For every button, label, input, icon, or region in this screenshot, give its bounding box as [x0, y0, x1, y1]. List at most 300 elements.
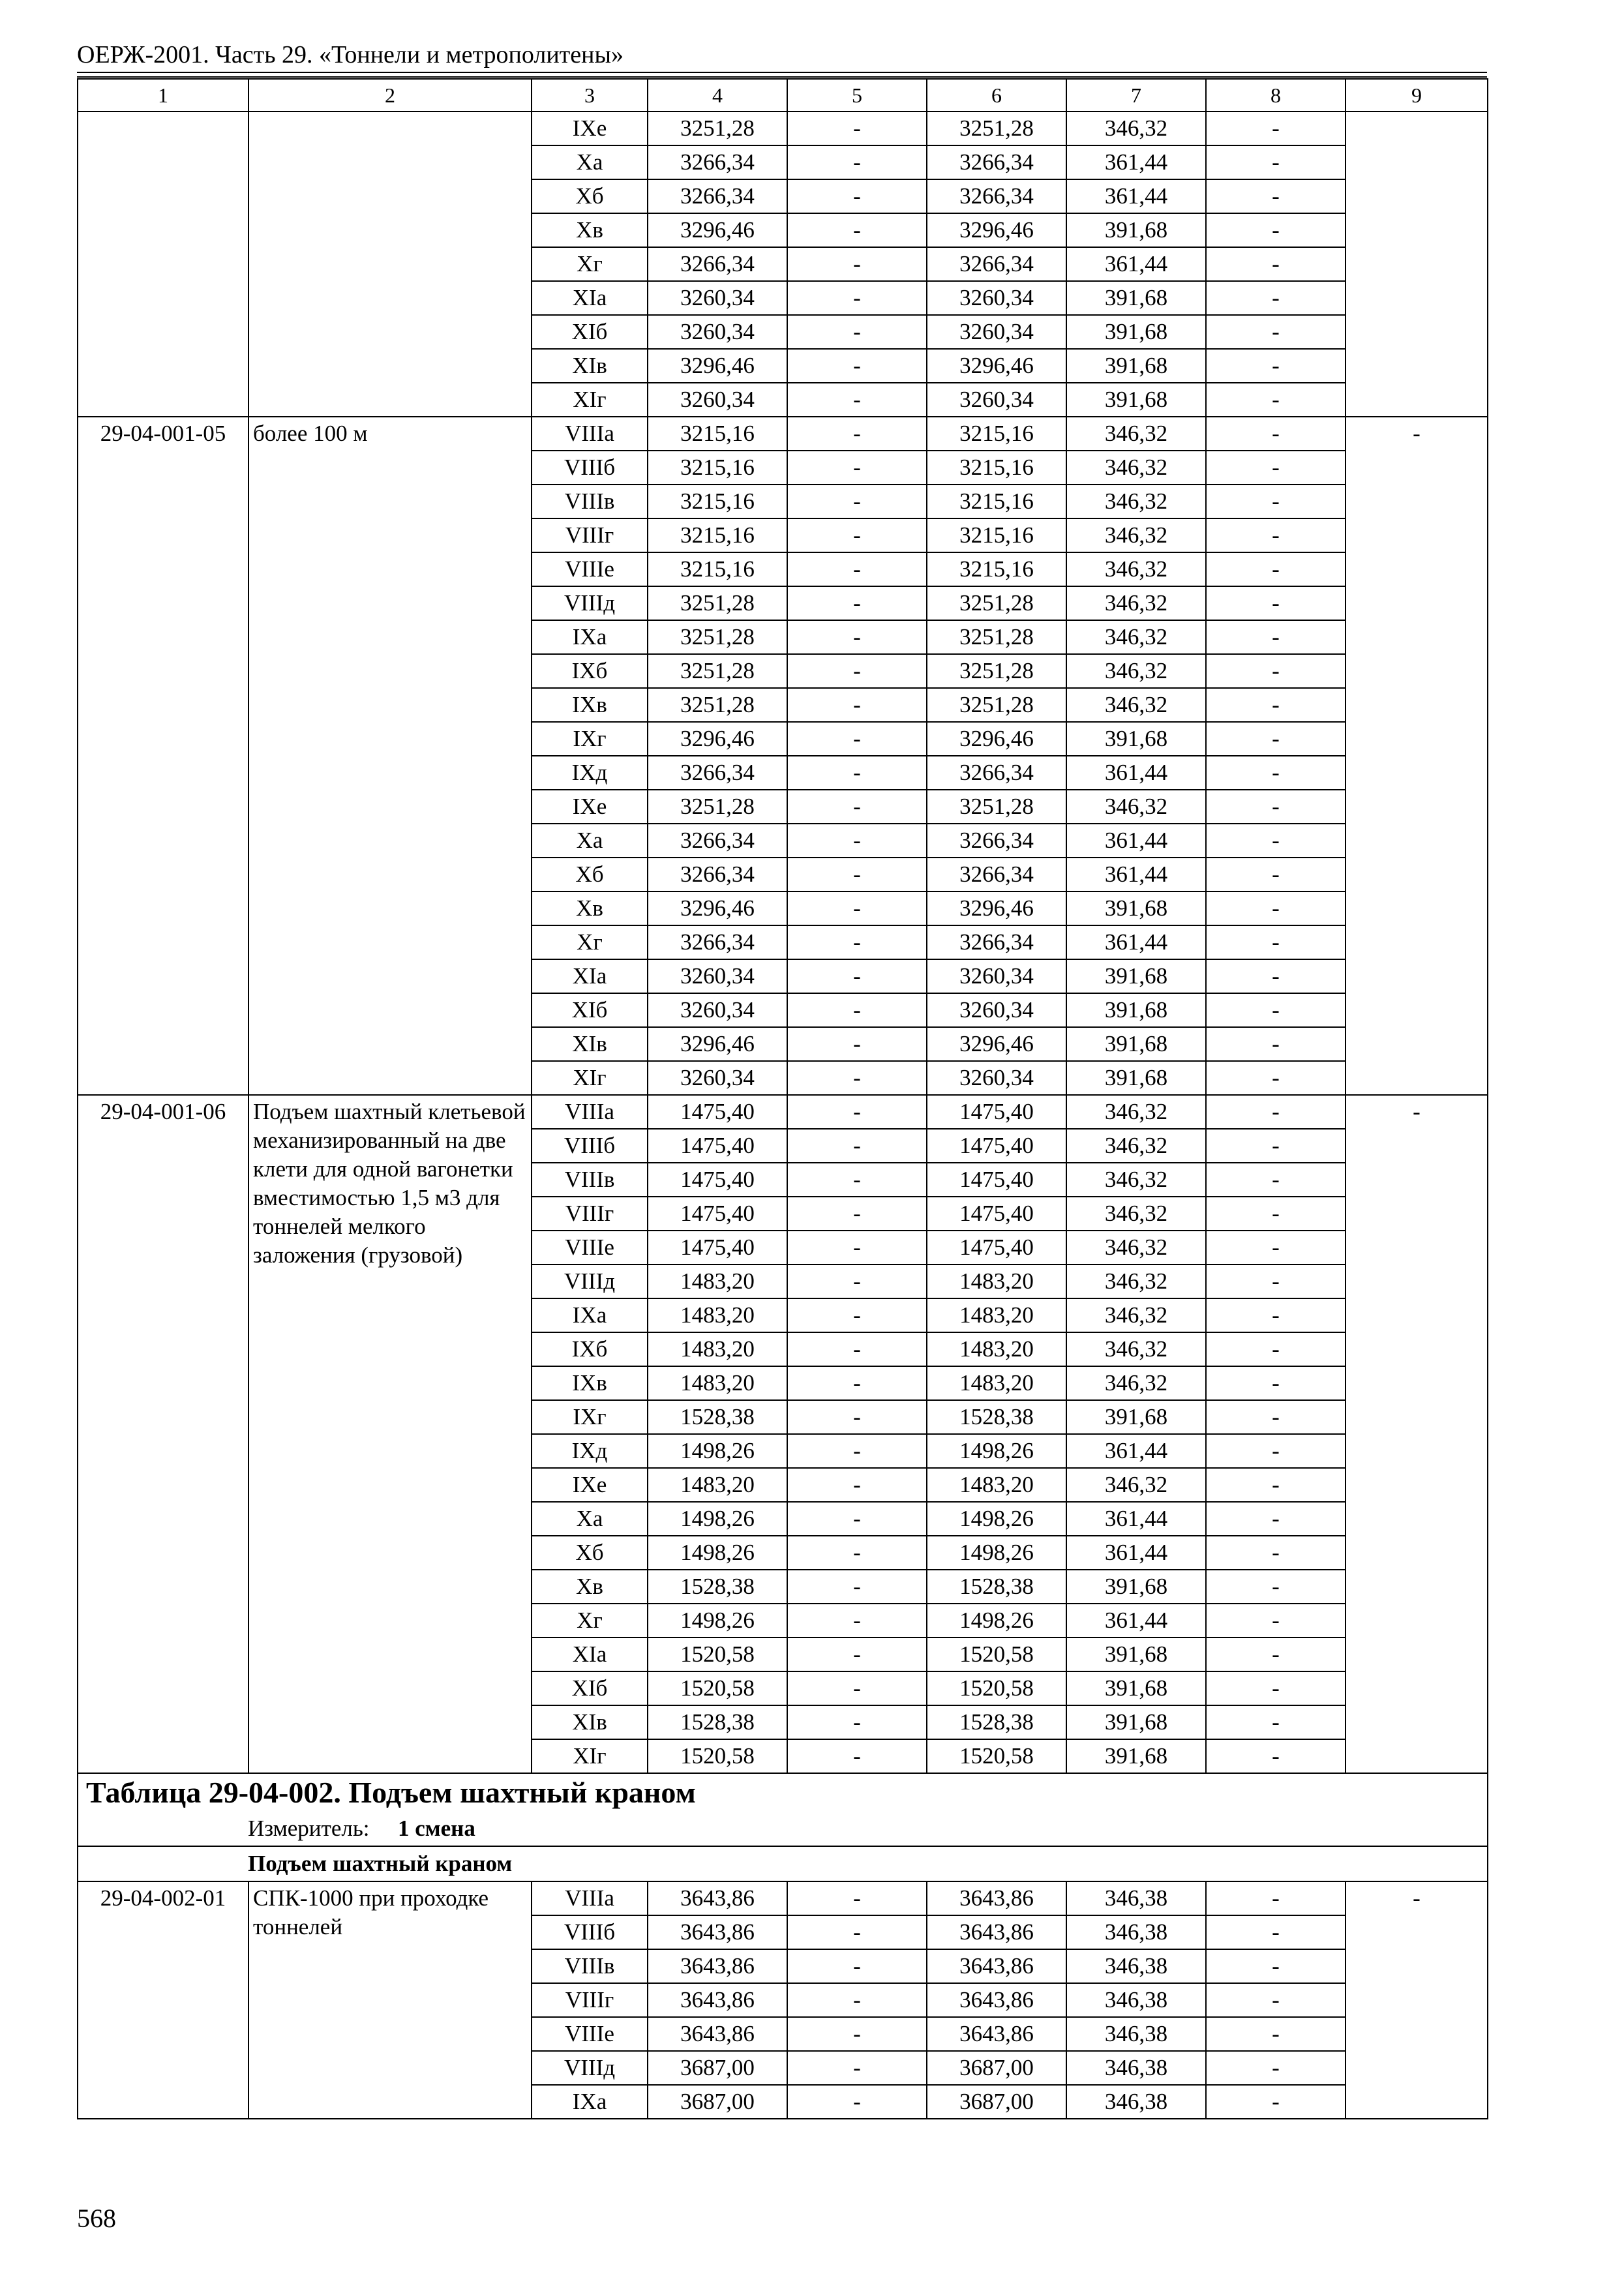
- table-cell: 3266,34: [648, 925, 787, 959]
- table-cell: 3643,86: [648, 1983, 787, 2017]
- table-cell: XIг: [532, 1061, 648, 1095]
- table-cell: -: [1206, 1264, 1346, 1298]
- table-cell: -: [787, 213, 927, 247]
- table-cell: 1475,40: [927, 1197, 1066, 1231]
- table-row: [78, 112, 1488, 145]
- table-cell: VIIIд: [532, 1264, 648, 1298]
- table-cell: 3251,28: [648, 112, 787, 145]
- rate-code: 29-04-001-06: [78, 1095, 248, 1773]
- table-cell: -: [787, 1061, 927, 1095]
- table-cell: 3251,28: [648, 688, 787, 722]
- table-cell: 1498,26: [927, 1604, 1066, 1638]
- table-cell: 3266,34: [927, 145, 1066, 179]
- table-cell: -: [1206, 518, 1346, 552]
- table-cell: Xб: [532, 858, 648, 891]
- table-cell: 3215,16: [927, 518, 1066, 552]
- table-cell: -: [1206, 2085, 1346, 2119]
- table-cell: 3215,16: [927, 451, 1066, 485]
- table-cell: 3251,28: [648, 790, 787, 824]
- measurer-row: [78, 1812, 1488, 1846]
- table-cell: 1498,26: [648, 1434, 787, 1468]
- table-cell: 3260,34: [648, 1061, 787, 1095]
- table-cell: -: [1206, 112, 1346, 145]
- table-cell: -: [1206, 1231, 1346, 1264]
- table-cell: -: [787, 756, 927, 790]
- table-cell: -: [1206, 891, 1346, 925]
- rate-code: 29-04-002-01: [78, 1881, 248, 2119]
- table-cell: 3266,34: [648, 179, 787, 213]
- table-cell: 1483,20: [648, 1264, 787, 1298]
- table-cell: -: [787, 383, 927, 417]
- table-cell: -: [787, 2051, 927, 2085]
- table-cell: 3266,34: [927, 756, 1066, 790]
- table-cell: 346,32: [1066, 1231, 1206, 1264]
- blank-cell: [248, 112, 532, 417]
- table-cell: VIIIд: [532, 2051, 648, 2085]
- table-cell: -: [1206, 1061, 1346, 1095]
- table-cell: 1520,58: [648, 1638, 787, 1671]
- column-number: 1: [78, 79, 248, 112]
- table-cell: -: [1206, 1570, 1346, 1604]
- table-cell: -: [787, 1739, 927, 1773]
- table-cell: -: [787, 1915, 927, 1949]
- table-cell: 361,44: [1066, 1604, 1206, 1638]
- table-cell: -: [787, 1536, 927, 1570]
- table-cell: XIа: [532, 1638, 648, 1671]
- table-cell: 1520,58: [648, 1739, 787, 1773]
- table-cell: 3251,28: [648, 620, 787, 654]
- table-cell: -: [787, 1027, 927, 1061]
- table-cell: -: [1206, 2017, 1346, 2051]
- table-cell: 3251,28: [648, 586, 787, 620]
- table-cell: 391,68: [1066, 349, 1206, 383]
- table-cell: 1475,40: [927, 1231, 1066, 1264]
- rate-description: СПК-1000 при проходке тоннелей: [248, 1881, 532, 2119]
- column-number: 2: [248, 79, 532, 112]
- table-cell: 391,68: [1066, 993, 1206, 1027]
- table-cell: 391,68: [1066, 1570, 1206, 1604]
- table-cell: IXб: [532, 654, 648, 688]
- table-cell: 346,38: [1066, 2017, 1206, 2051]
- column-number: 3: [532, 79, 648, 112]
- table-cell: VIIIа: [532, 1095, 648, 1129]
- table-cell: -: [1206, 993, 1346, 1027]
- column-number: 9: [1346, 79, 1488, 112]
- table-cell: 1498,26: [927, 1536, 1066, 1570]
- table-cell: -: [1206, 451, 1346, 485]
- table-cell: -: [1206, 485, 1346, 518]
- table-cell: -: [1206, 1129, 1346, 1163]
- table-cell: VIIIе: [532, 1231, 648, 1264]
- table-cell: 361,44: [1066, 179, 1206, 213]
- table-cell: 346,32: [1066, 586, 1206, 620]
- table-cell: 1483,20: [927, 1366, 1066, 1400]
- table-cell: Xг: [532, 925, 648, 959]
- table-cell: -: [1206, 1949, 1346, 1983]
- table-cell: XIв: [532, 1027, 648, 1061]
- table-cell: -: [787, 1570, 927, 1604]
- table-cell: 346,32: [1066, 1468, 1206, 1502]
- table-cell: VIIIг: [532, 518, 648, 552]
- table-cell: -: [1206, 620, 1346, 654]
- column-9-cell: [1346, 112, 1488, 417]
- table-cell: 391,68: [1066, 315, 1206, 349]
- table-cell: XIа: [532, 281, 648, 315]
- table-cell: VIIIе: [532, 2017, 648, 2051]
- table-cell: -: [787, 485, 927, 518]
- table-cell: 3643,86: [648, 1915, 787, 1949]
- table-cell: 346,32: [1066, 1298, 1206, 1332]
- table-cell: 1483,20: [927, 1298, 1066, 1332]
- table-cell: IXа: [532, 2085, 648, 2119]
- table-cell: -: [1206, 959, 1346, 993]
- table-cell: VIIIе: [532, 552, 648, 586]
- table-cell: -: [1206, 1298, 1346, 1332]
- table-cell: 3266,34: [648, 145, 787, 179]
- table-cell: Xа: [532, 145, 648, 179]
- table-cell: Xа: [532, 1502, 648, 1536]
- table-cell: 346,32: [1066, 417, 1206, 451]
- table-cell: -: [1206, 654, 1346, 688]
- table-cell: 1483,20: [648, 1468, 787, 1502]
- table-cell: IXг: [532, 722, 648, 756]
- table-cell: -: [787, 722, 927, 756]
- table-cell: -: [1206, 1983, 1346, 2017]
- table-cell: -: [1206, 1332, 1346, 1366]
- column-9-cell: -: [1346, 1095, 1488, 1773]
- table-cell: Xв: [532, 213, 648, 247]
- table-cell: 3251,28: [648, 654, 787, 688]
- table-cell: 3687,00: [648, 2085, 787, 2119]
- table-cell: 346,32: [1066, 112, 1206, 145]
- table-cell: 346,32: [1066, 1095, 1206, 1129]
- table-cell: -: [1206, 1095, 1346, 1129]
- table-cell: XIа: [532, 959, 648, 993]
- table-cell: 391,68: [1066, 1671, 1206, 1705]
- table-cell: 346,38: [1066, 1949, 1206, 1983]
- table-cell: -: [787, 2017, 927, 2051]
- table-cell: VIIIв: [532, 1163, 648, 1197]
- table-cell: -: [787, 1264, 927, 1298]
- table-cell: 1475,40: [927, 1129, 1066, 1163]
- table-cell: 3215,16: [648, 518, 787, 552]
- table-cell: -: [787, 790, 927, 824]
- table-cell: 346,32: [1066, 1332, 1206, 1366]
- table-cell: -: [1206, 1536, 1346, 1570]
- table-cell: IXв: [532, 688, 648, 722]
- table-cell: VIIIа: [532, 417, 648, 451]
- table-cell: VIIIг: [532, 1197, 648, 1231]
- table-cell: 1475,40: [648, 1163, 787, 1197]
- table-cell: -: [1206, 1027, 1346, 1061]
- table-cell: -: [787, 959, 927, 993]
- table-cell: 1528,38: [648, 1400, 787, 1434]
- table-cell: -: [787, 1095, 927, 1129]
- column-number: 8: [1206, 79, 1346, 112]
- table-cell: VIIIв: [532, 485, 648, 518]
- table-cell: 1483,20: [927, 1332, 1066, 1366]
- table-cell: -: [1206, 213, 1346, 247]
- table-cell: 1528,38: [648, 1570, 787, 1604]
- table-cell: -: [1206, 2051, 1346, 2085]
- table-cell: -: [1206, 247, 1346, 281]
- table-cell: IXа: [532, 1298, 648, 1332]
- table-title-row: [78, 1773, 1488, 1812]
- table-cell: VIIIа: [532, 1881, 648, 1915]
- table-cell: 391,68: [1066, 383, 1206, 417]
- table-cell: Xб: [532, 179, 648, 213]
- rates-table: [77, 78, 1488, 2119]
- table-cell: -: [787, 1129, 927, 1163]
- table-cell: -: [1206, 756, 1346, 790]
- table-cell: -: [1206, 722, 1346, 756]
- table-cell: 1475,40: [648, 1095, 787, 1129]
- measurer-value: 1 смена: [398, 1816, 475, 1841]
- table-row: [78, 1095, 1488, 1129]
- rate-description: более 100 м: [248, 417, 532, 1095]
- table-cell: -: [787, 824, 927, 858]
- table-cell: IXе: [532, 112, 648, 145]
- table-cell: 1475,40: [927, 1163, 1066, 1197]
- table-cell: 3266,34: [648, 247, 787, 281]
- table-cell: 346,32: [1066, 451, 1206, 485]
- table-cell: 391,68: [1066, 213, 1206, 247]
- table-cell: 3266,34: [927, 925, 1066, 959]
- table-cell: 3215,16: [927, 485, 1066, 518]
- table-cell: 346,38: [1066, 1881, 1206, 1915]
- table-cell: -: [787, 2085, 927, 2119]
- table-cell: -: [787, 586, 927, 620]
- table-row: [78, 1881, 1488, 1915]
- table-cell: -: [787, 1231, 927, 1264]
- table-cell: -: [787, 1434, 927, 1468]
- table-cell: 3266,34: [927, 179, 1066, 213]
- table-cell: 3260,34: [648, 281, 787, 315]
- table-cell: 3251,28: [927, 586, 1066, 620]
- table-cell: 3251,28: [927, 654, 1066, 688]
- rate-description: Подъем шахтный клетьевой механизированный на две клети для одной вагонетки вместимостью 1,5 м3 для тоннелей мелкого заложения (грузовой): [248, 1095, 532, 1773]
- table-cell: 391,68: [1066, 891, 1206, 925]
- table-cell: -: [1206, 1881, 1346, 1915]
- table-cell: 3215,16: [927, 552, 1066, 586]
- table-cell: 346,38: [1066, 1983, 1206, 2017]
- table-cell: 3296,46: [648, 722, 787, 756]
- table-cell: 1498,26: [927, 1434, 1066, 1468]
- table-cell: 3266,34: [648, 858, 787, 891]
- table-cell: 3296,46: [927, 1027, 1066, 1061]
- table-cell: 3643,86: [927, 2017, 1066, 2051]
- table-cell: 3266,34: [927, 824, 1066, 858]
- table-cell: -: [1206, 1468, 1346, 1502]
- table-cell: 1520,58: [927, 1671, 1066, 1705]
- table-cell: 1475,40: [648, 1197, 787, 1231]
- table-cell: -: [1206, 179, 1346, 213]
- table-cell: -: [787, 552, 927, 586]
- table-cell: -: [787, 620, 927, 654]
- table-cell: -: [1206, 383, 1346, 417]
- table-cell: Xа: [532, 824, 648, 858]
- column-number: 5: [787, 79, 927, 112]
- table-cell: -: [1206, 1366, 1346, 1400]
- table-cell: 3215,16: [927, 417, 1066, 451]
- table-cell: 1528,38: [927, 1570, 1066, 1604]
- table-cell: 346,32: [1066, 654, 1206, 688]
- table-cell: 361,44: [1066, 247, 1206, 281]
- table-cell: 1483,20: [648, 1332, 787, 1366]
- table-cell: -: [787, 1604, 927, 1638]
- table-cell: 346,32: [1066, 688, 1206, 722]
- table-cell: 3260,34: [927, 281, 1066, 315]
- table-cell: IXб: [532, 1332, 648, 1366]
- table-cell: -: [1206, 1638, 1346, 1671]
- table-cell: 1498,26: [927, 1502, 1066, 1536]
- table-cell: Xб: [532, 1536, 648, 1570]
- table-cell: -: [787, 1163, 927, 1197]
- table-cell: -: [1206, 824, 1346, 858]
- table-cell: 346,32: [1066, 790, 1206, 824]
- table-cell: -: [787, 891, 927, 925]
- table-cell: 1528,38: [648, 1705, 787, 1739]
- table-cell: -: [1206, 1197, 1346, 1231]
- table-cell: 3251,28: [927, 112, 1066, 145]
- table-cell: 361,44: [1066, 925, 1206, 959]
- table-cell: 346,32: [1066, 620, 1206, 654]
- table-cell: Xг: [532, 247, 648, 281]
- table-cell: -: [787, 654, 927, 688]
- table-cell: 391,68: [1066, 1061, 1206, 1095]
- table-cell: 1483,20: [648, 1298, 787, 1332]
- table-cell: 346,32: [1066, 552, 1206, 586]
- table-cell: -: [1206, 790, 1346, 824]
- table-cell: 391,68: [1066, 1705, 1206, 1739]
- column-number-row: [78, 79, 1488, 112]
- table-cell: 346,32: [1066, 1264, 1206, 1298]
- table-cell: IXе: [532, 790, 648, 824]
- table-cell: 3266,34: [927, 858, 1066, 891]
- table-cell: 3251,28: [927, 790, 1066, 824]
- table-cell: Xг: [532, 1604, 648, 1638]
- table-cell: 391,68: [1066, 1400, 1206, 1434]
- table-cell: 1520,58: [927, 1739, 1066, 1773]
- table-cell: 361,44: [1066, 824, 1206, 858]
- table-cell: -: [1206, 315, 1346, 349]
- column-number: 6: [927, 79, 1066, 112]
- table-cell: 391,68: [1066, 959, 1206, 993]
- table-cell: 3266,34: [648, 756, 787, 790]
- table-cell: -: [787, 281, 927, 315]
- table-cell: -: [1206, 417, 1346, 451]
- column-number: 4: [648, 79, 787, 112]
- table-row: [78, 417, 1488, 451]
- table-cell: -: [787, 1197, 927, 1231]
- table-cell: -: [1206, 1400, 1346, 1434]
- table-cell: 361,44: [1066, 756, 1206, 790]
- table-cell: 1475,40: [648, 1231, 787, 1264]
- table-cell: 361,44: [1066, 858, 1206, 891]
- table-cell: -: [1206, 552, 1346, 586]
- table-cell: -: [1206, 1705, 1346, 1739]
- table-cell: 391,68: [1066, 1027, 1206, 1061]
- table-cell: IXд: [532, 756, 648, 790]
- table-cell: -: [787, 1332, 927, 1366]
- rates-table-body: [78, 79, 1488, 2119]
- table-cell: -: [1206, 858, 1346, 891]
- table-cell: 361,44: [1066, 145, 1206, 179]
- table-cell: -: [787, 451, 927, 485]
- table-cell: 361,44: [1066, 1536, 1206, 1570]
- table-cell: -: [1206, 1163, 1346, 1197]
- table-cell: 3215,16: [648, 417, 787, 451]
- table-cell: 3296,46: [927, 722, 1066, 756]
- table-cell: -: [787, 993, 927, 1027]
- table-cell: 346,32: [1066, 518, 1206, 552]
- table-cell: -: [1206, 1915, 1346, 1949]
- header-rule: [77, 72, 1487, 73]
- table-cell: 3643,86: [927, 1915, 1066, 1949]
- table-cell: -: [787, 1881, 927, 1915]
- table-cell: -: [1206, 1434, 1346, 1468]
- table-cell: 391,68: [1066, 281, 1206, 315]
- table-cell: 3251,28: [927, 688, 1066, 722]
- table-cell: 3260,34: [648, 315, 787, 349]
- table-cell: 3260,34: [648, 993, 787, 1027]
- table-cell: -: [1206, 1502, 1346, 1536]
- table-cell: XIб: [532, 315, 648, 349]
- section-title: Подъем шахтный краном: [78, 1846, 1488, 1881]
- table-cell: XIв: [532, 349, 648, 383]
- table-cell: -: [1206, 586, 1346, 620]
- table-cell: -: [1206, 925, 1346, 959]
- column-9-cell: -: [1346, 417, 1488, 1095]
- table-cell: -: [1206, 1739, 1346, 1773]
- page-header-title: ОЕРЖ-2001. Часть 29. «Тоннели и метрополитены»: [77, 41, 624, 68]
- table-cell: 346,32: [1066, 1197, 1206, 1231]
- table-cell: 3687,00: [648, 2051, 787, 2085]
- section-row: [78, 1846, 1488, 1881]
- table-cell: 3643,86: [927, 1881, 1066, 1915]
- table-cell: -: [787, 1366, 927, 1400]
- table-cell: 3296,46: [927, 213, 1066, 247]
- table-cell: 3260,34: [927, 993, 1066, 1027]
- table-cell: -: [1206, 1671, 1346, 1705]
- table-cell: -: [787, 1400, 927, 1434]
- table-cell: -: [1206, 145, 1346, 179]
- table-title: Таблица 29-04-002. Подъем шахтный краном: [78, 1773, 1488, 1812]
- table-cell: 3296,46: [648, 1027, 787, 1061]
- table-cell: 3266,34: [648, 824, 787, 858]
- table-cell: -: [787, 417, 927, 451]
- table-cell: IXд: [532, 1434, 648, 1468]
- table-cell: -: [1206, 349, 1346, 383]
- table-cell: 391,68: [1066, 1739, 1206, 1773]
- table-cell: 1528,38: [927, 1400, 1066, 1434]
- table-cell: -: [787, 1949, 927, 1983]
- column-number: 7: [1066, 79, 1206, 112]
- table-cell: -: [787, 1638, 927, 1671]
- table-cell: -: [787, 145, 927, 179]
- table-cell: 3251,28: [927, 620, 1066, 654]
- table-cell: 346,32: [1066, 1366, 1206, 1400]
- table-cell: 1483,20: [927, 1264, 1066, 1298]
- table-cell: 1483,20: [927, 1468, 1066, 1502]
- table-cell: 3215,16: [648, 552, 787, 586]
- table-cell: 1498,26: [648, 1604, 787, 1638]
- table-cell: -: [787, 112, 927, 145]
- table-cell: -: [787, 858, 927, 891]
- table-cell: -: [1206, 688, 1346, 722]
- table-cell: VIIIг: [532, 1983, 648, 2017]
- table-cell: 361,44: [1066, 1502, 1206, 1536]
